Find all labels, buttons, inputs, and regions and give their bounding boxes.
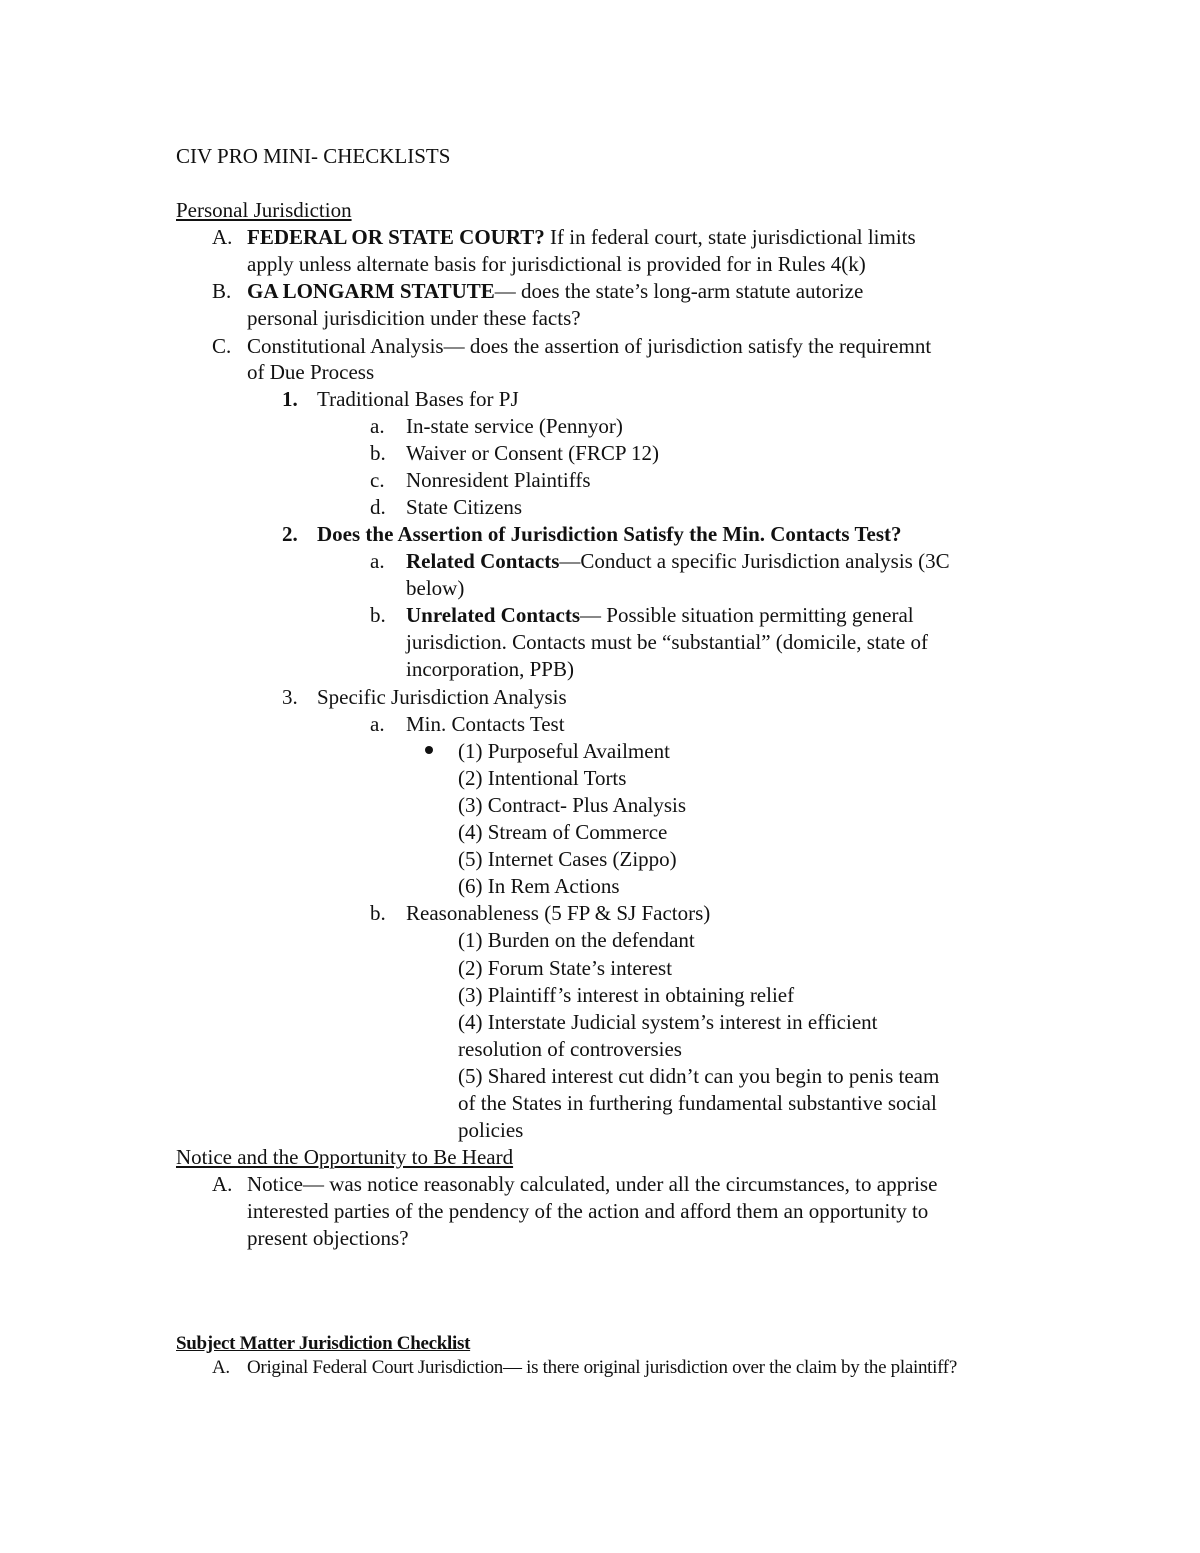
outline-item-min-contacts-test: Does the Assertion of Jurisdiction Satisfy the Min. Contacts Test?: [317, 522, 902, 546]
item-text: — Possible situation permitting general: [580, 603, 914, 627]
sub-item: (2) Intentional Torts: [458, 766, 627, 790]
item-text-continuation: below): [406, 576, 465, 600]
list-item: Waiver or Consent (FRCP 12): [406, 441, 660, 465]
section-heading-subject-matter-jurisdiction: Subject Matter Jurisdiction Checklist: [176, 1333, 471, 1354]
sub-item-continuation: resolution of controversies: [458, 1037, 682, 1061]
sub-item: (2) Forum State’s interest: [458, 956, 673, 980]
bold-term: GA LONGARM STATUTE: [247, 279, 495, 303]
outline-marker: B.: [212, 279, 232, 303]
bullet-icon: [425, 746, 433, 754]
outline-marker: A.: [212, 1172, 233, 1196]
sub-item: (3) Contract- Plus Analysis: [458, 793, 687, 817]
item-text: — does the state’s long-arm statute autorize: [494, 279, 864, 303]
sub-item-continuation: policies: [458, 1118, 524, 1142]
outline-marker: d.: [370, 495, 386, 519]
section-heading-notice: Notice and the Opportunity to Be Heard: [176, 1145, 514, 1169]
outline-marker: b.: [370, 603, 386, 627]
outline-marker: A.: [212, 1357, 230, 1378]
outline-marker: 3.: [282, 685, 298, 709]
outline-marker: 2.: [282, 522, 298, 546]
outline-item-original-federal-jurisdiction: Original Federal Court Jurisdiction— is there original jurisdiction over the claim by the plaintiff?: [247, 1357, 957, 1378]
outline-item-longarm-statute: [247, 278, 863, 305]
list-item-min-contacts: Min. Contacts Test: [406, 712, 565, 736]
outline-marker: a.: [370, 414, 385, 438]
sub-item: (1) Burden on the defendant: [458, 928, 695, 952]
outline-marker: A.: [212, 225, 233, 249]
list-item-unrelated-contacts: [406, 602, 914, 629]
outline-marker: b.: [370, 441, 386, 465]
sub-item: (5) Internet Cases (Zippo): [458, 847, 677, 871]
item-text: If in federal court, state jurisdictional limits: [544, 225, 916, 249]
sub-item: (4) Interstate Judicial system’s interest in efficient: [458, 1010, 878, 1034]
item-text: —Conduct a specific Jurisdiction analysis (3C: [559, 549, 950, 573]
list-item: In-state service (Pennyor): [406, 414, 623, 438]
outline-marker: 1.: [282, 387, 298, 411]
document-title: CIV PRO MINI- CHECKLISTS: [176, 144, 451, 168]
sub-item: (1) Purposeful Availment: [458, 739, 670, 763]
outline-marker: a.: [370, 549, 385, 573]
item-text-continuation: jurisdiction. Contacts must be “substantial” (domicile, state of: [406, 630, 928, 654]
sub-item: (6) In Rem Actions: [458, 874, 620, 898]
outline-marker: c.: [370, 468, 385, 492]
sub-item: (3) Plaintiff’s interest in obtaining relief: [458, 983, 795, 1007]
outline-item-constitutional-analysis: Constitutional Analysis— does the assertion of jurisdiction satisfy the requiremnt: [247, 334, 932, 358]
outline-item-notice: Notice— was notice reasonably calculated, under all the circumstances, to apprise: [247, 1172, 938, 1196]
sub-item: (4) Stream of Commerce: [458, 820, 668, 844]
bold-term: Unrelated Contacts: [406, 603, 581, 627]
bold-term: FEDERAL OR STATE COURT?: [247, 225, 545, 249]
section-heading-personal-jurisdiction: Personal Jurisdiction: [176, 198, 352, 222]
item-text-continuation: apply unless alternate basis for jurisdictional is provided for in Rules 4(k): [247, 252, 866, 276]
item-text-continuation: incorporation, PPB): [406, 657, 574, 681]
outline-marker: a.: [370, 712, 385, 736]
item-text-continuation: present objections?: [247, 1226, 409, 1250]
list-item: Nonresident Plaintiffs: [406, 468, 591, 492]
sub-item-continuation: of the States in furthering fundamental substantive social: [458, 1091, 937, 1115]
outline-marker: C.: [212, 334, 232, 358]
outline-item-federal-or-state-court: [247, 224, 916, 251]
outline-item-specific-jurisdiction: Specific Jurisdiction Analysis: [317, 685, 567, 709]
sub-item: (5) Shared interest cut didn’t can you begin to penis team: [458, 1064, 940, 1088]
bold-term: Related Contacts: [406, 549, 560, 573]
outline-item-traditional-bases: Traditional Bases for PJ: [317, 387, 519, 411]
outline-marker: b.: [370, 901, 386, 925]
list-item-related-contacts: [406, 548, 950, 575]
item-text-continuation: personal jurisdicition under these facts?: [247, 306, 581, 330]
list-item-reasonableness: Reasonableness (5 FP & SJ Factors): [406, 901, 711, 925]
item-text-continuation: of Due Process: [247, 360, 375, 384]
item-text-continuation: interested parties of the pendency of the action and afford them an opportunity to: [247, 1199, 929, 1223]
list-item: State Citizens: [406, 495, 523, 519]
